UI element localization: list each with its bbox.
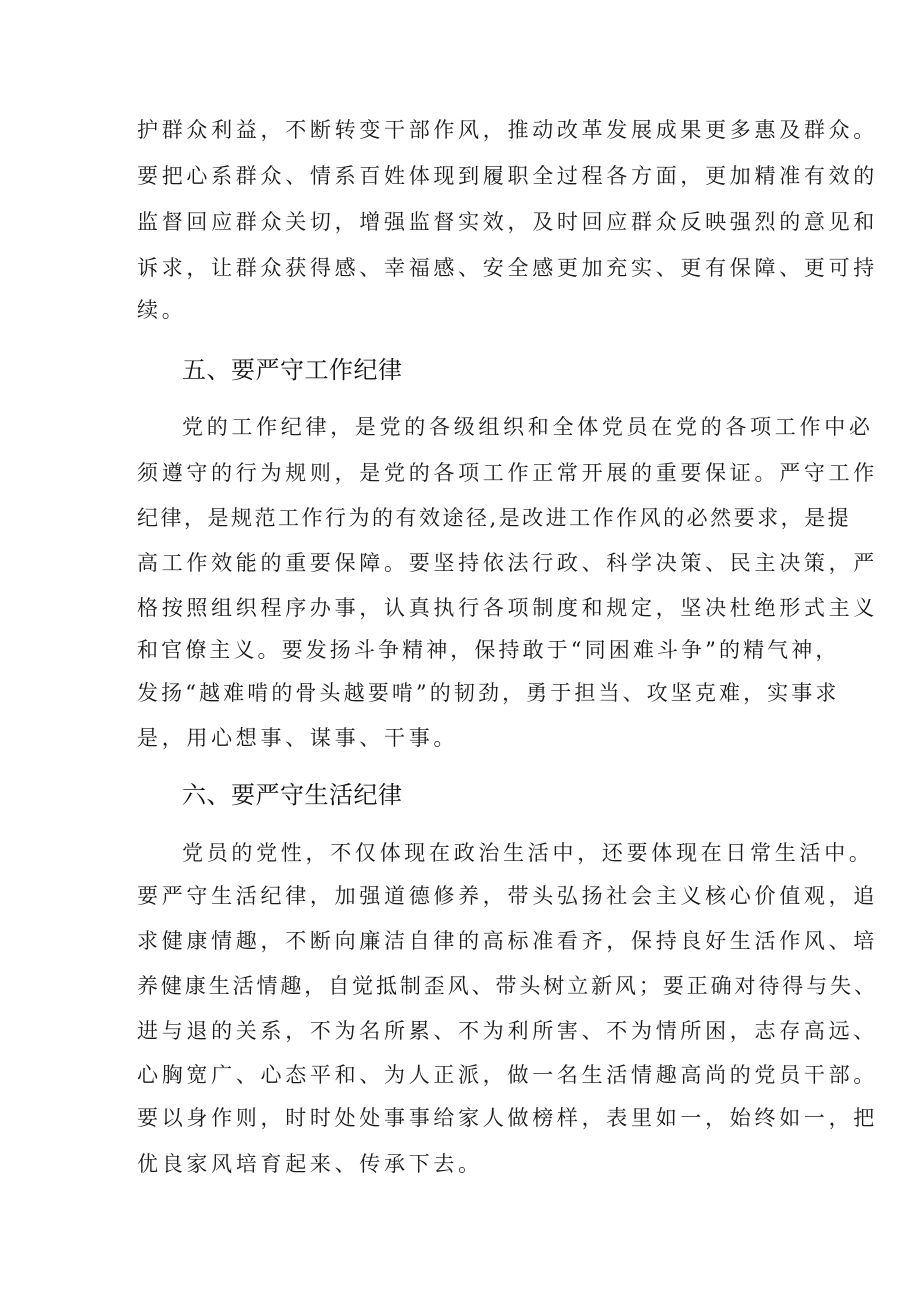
paragraph-line: 党员的党性，不仅体现在政治生活中，还要体现在日常生活中。 — [182, 841, 874, 865]
paragraph-line: 须遵守的行为规则，是党的各项工作正常开展的重要保证。严守工作 — [137, 461, 878, 485]
paragraph-line: 进与退的关系，不为名所累、不为利所害、不为情所困，志存高远、 — [137, 1019, 878, 1043]
paragraph-line: 养健康生活情趣，自觉抵制歪风、带头树立新风；要正确对待得与失、 — [137, 974, 878, 998]
paragraph-line: 护群众利益，不断转变干部作风，推动改革发展成果更多惠及群众。 — [137, 118, 878, 142]
paragraph-line: 要严守生活纪律，加强道德修养，带头弘扬社会主义核心价值观，追 — [137, 884, 878, 908]
paragraph-line: 是，用心想事、谋事、干事。 — [137, 726, 459, 750]
paragraph-line: 要把心系群众、情系百姓体现到履职全过程各方面，更加精准有效的 — [137, 164, 878, 188]
paragraph-line: 续。 — [137, 298, 187, 322]
paragraph-line: 要以身作则，时时处处事事给家人做榜样，表里如一，始终如一，把 — [137, 1106, 878, 1130]
paragraph-line: 心胸宽广、心态平和、为人正派，做一名生活情趣高尚的党员干部。 — [137, 1063, 878, 1087]
paragraph-line: 党的工作纪律，是党的各级组织和全体党员在党的各项工作中必 — [182, 415, 874, 439]
paragraph-line: 优良家风培育起来、传承下去。 — [137, 1152, 483, 1176]
paragraph-line: 高工作效能的重要保障。要坚持依法行政、科学决策、民主决策，严 — [137, 551, 878, 575]
section-heading-work-discipline: 五、要严守工作纪律 — [182, 356, 403, 384]
paragraph-line: 纪律，是规范工作行为的有效途径,是改进工作作风的必然要求，是提 — [137, 506, 852, 530]
paragraph-line: 求健康情趣，不断向廉洁自律的高标准看齐，保持良好生活作风、培 — [137, 929, 878, 953]
paragraph-line: 诉求，让群众获得感、幸福感、安全感更加充实、更有保障、更可持 — [137, 256, 878, 280]
paragraph-line: 发扬“越难啃的骨头越要啃”的韧劲，勇于担当、攻坚克难，实事求 — [137, 681, 840, 705]
paragraph-line: 和官僚主义。要发扬斗争精神，保持敢于“同困难斗争”的精气神， — [137, 638, 840, 662]
paragraph-line: 格按照组织程序办事，认真执行各项制度和规定，坚决杜绝形式主义 — [137, 596, 878, 620]
section-heading-life-discipline: 六、要严守生活纪律 — [182, 781, 403, 809]
paragraph-line: 监督回应群众关切，增强监督实效，及时回应群众反映强烈的意见和 — [137, 210, 878, 234]
